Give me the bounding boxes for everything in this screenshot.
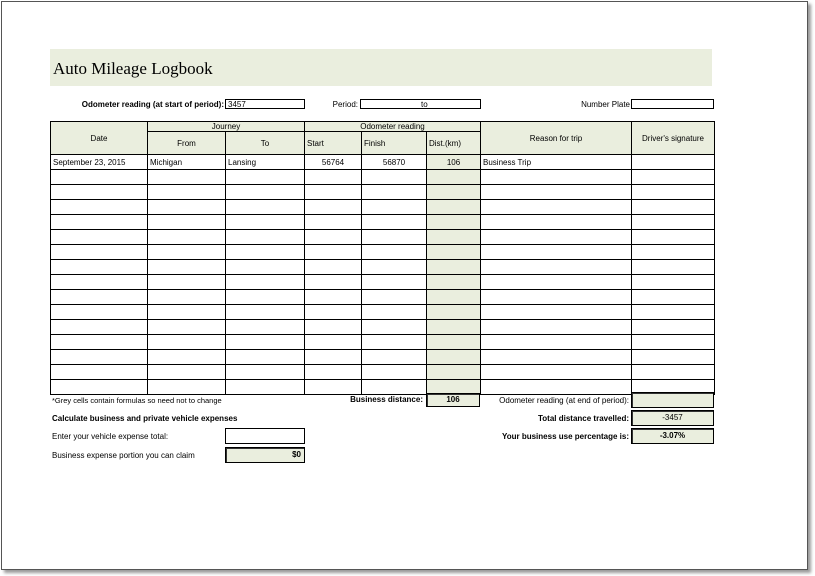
signature-cell[interactable] [632,305,715,320]
business-pct-label: Your business use percentage is: [501,432,629,441]
from-cell[interactable] [148,275,226,290]
finish-cell[interactable] [362,320,427,335]
date-cell[interactable] [51,260,148,275]
to-cell[interactable] [226,290,305,305]
table-row [51,170,715,185]
start-cell[interactable] [305,215,362,230]
table-row [51,215,715,230]
to-cell[interactable] [226,185,305,200]
date-cell[interactable] [51,230,148,245]
finish-cell[interactable] [362,215,427,230]
reason-cell[interactable] [481,245,632,260]
period-end-field[interactable] [419,99,481,109]
signature-cell[interactable] [632,215,715,230]
signature-cell[interactable] [632,260,715,275]
start-cell[interactable] [305,245,362,260]
odometer-end-label: Odometer reading (at end of period): [499,396,629,405]
start-cell[interactable] [305,185,362,200]
start-cell[interactable] [305,260,362,275]
dist-cell [427,350,481,365]
from-cell[interactable] [148,200,226,215]
table-row [51,245,715,260]
reason-cell[interactable] [481,350,632,365]
from-cell[interactable] [148,335,226,350]
dist-cell [427,305,481,320]
finish-cell[interactable] [362,230,427,245]
date-cell[interactable] [51,320,148,335]
start-cell[interactable] [305,170,362,185]
from-cell[interactable] [148,365,226,380]
from-cell[interactable] [148,260,226,275]
odometer-group-header: Odometer reading [305,122,481,132]
dist-cell [427,185,481,200]
to-cell[interactable] [226,260,305,275]
date-cell[interactable] [51,170,148,185]
from-cell[interactable] [148,245,226,260]
business-distance-label: Business distance: [350,395,423,404]
finish-cell[interactable] [362,260,427,275]
reason-cell[interactable] [481,290,632,305]
from-cell[interactable] [148,350,226,365]
start-cell[interactable] [305,380,362,395]
dist-cell [427,230,481,245]
table-row [51,380,715,395]
reason-cell[interactable] [481,215,632,230]
expense-total-field[interactable] [225,428,305,444]
dist-cell [427,215,481,230]
table-row [51,275,715,290]
signature-cell[interactable] [632,170,715,185]
reason-cell[interactable] [481,200,632,215]
signature-cell[interactable] [632,320,715,335]
start-cell[interactable] [305,350,362,365]
finish-cell[interactable] [362,380,427,395]
date-cell[interactable] [51,290,148,305]
from-cell[interactable] [148,185,226,200]
col-start-header: Start [305,132,362,155]
to-cell[interactable] [226,275,305,290]
date-cell[interactable] [51,185,148,200]
finish-cell[interactable] [362,350,427,365]
date-cell[interactable] [51,215,148,230]
reason-cell[interactable] [481,275,632,290]
reason-cell[interactable] [481,260,632,275]
reason-cell[interactable] [481,335,632,350]
to-cell[interactable] [226,245,305,260]
from-cell[interactable]: Michigan [148,155,226,170]
expense-portion-value: $0 [225,447,305,463]
to-cell[interactable] [226,320,305,335]
date-cell[interactable] [51,275,148,290]
dist-cell [427,170,481,185]
business-distance-value: 106 [426,393,480,407]
date-cell[interactable] [51,305,148,320]
mileage-log-table [50,121,715,395]
finish-cell[interactable] [362,245,427,260]
signature-cell[interactable] [632,155,715,170]
dist-cell: 106 [427,155,481,170]
reason-cell[interactable] [481,170,632,185]
finish-cell[interactable] [362,365,427,380]
journey-group-header: Journey [148,122,305,132]
dist-cell [427,365,481,380]
start-cell[interactable] [305,305,362,320]
page-title: Auto Mileage Logbook [53,59,213,78]
table-row [51,365,715,380]
odometer-end-field[interactable] [631,392,714,408]
reason-cell[interactable] [481,305,632,320]
date-cell[interactable]: September 23, 2015 [51,155,148,170]
reason-cell[interactable] [481,320,632,335]
table-row [51,185,715,200]
period-label: Period: [332,100,358,109]
signature-cell[interactable] [632,200,715,215]
from-cell[interactable] [148,215,226,230]
calc-heading: Calculate business and private vehicle expenses [52,414,238,423]
signature-cell[interactable] [632,230,715,245]
dist-cell [427,260,481,275]
to-cell[interactable] [226,305,305,320]
dist-cell [427,200,481,215]
table-row [51,335,715,350]
date-cell[interactable] [51,200,148,215]
signature-cell[interactable] [632,275,715,290]
reason-cell[interactable] [481,380,632,395]
from-cell[interactable] [148,290,226,305]
table-row [51,320,715,335]
total-distance-value: -3457 [631,410,714,426]
signature-cell[interactable] [632,245,715,260]
start-cell[interactable] [305,200,362,215]
table-row [51,260,715,275]
signature-cell[interactable] [632,290,715,305]
from-cell[interactable] [148,320,226,335]
reason-cell[interactable] [481,365,632,380]
from-cell[interactable] [148,305,226,320]
dist-cell [427,245,481,260]
col-signature-header: Driver's signature [632,122,715,155]
dist-cell [427,290,481,305]
signature-cell[interactable] [632,335,715,350]
date-cell[interactable] [51,350,148,365]
finish-cell[interactable] [362,335,427,350]
to-cell[interactable] [226,335,305,350]
finish-cell[interactable] [362,170,427,185]
finish-cell[interactable] [362,200,427,215]
to-cell[interactable] [226,365,305,380]
to-cell[interactable] [226,230,305,245]
table-row [51,350,715,365]
signature-cell[interactable] [632,185,715,200]
date-cell[interactable] [51,365,148,380]
table-row [51,200,715,215]
table-row [51,305,715,320]
col-from-header: From [148,132,226,155]
col-to-header: To [226,132,305,155]
from-cell[interactable] [148,170,226,185]
start-cell[interactable] [305,230,362,245]
col-reason-header: Reason for trip [481,122,632,155]
start-cell[interactable] [305,290,362,305]
business-pct-value: -3.07% [631,428,714,444]
period-to-label: to [421,100,428,109]
start-cell[interactable] [305,365,362,380]
to-cell[interactable] [226,215,305,230]
dist-cell [427,275,481,290]
formula-note: *Grey cells contain formulas so need not to change [52,396,222,405]
finish-cell[interactable] [362,185,427,200]
total-distance-label: Total distance travelled: [538,414,629,423]
reason-cell[interactable]: Business Trip [481,155,632,170]
dist-cell [427,320,481,335]
finish-cell[interactable]: 56870 [362,155,427,170]
from-cell[interactable] [148,380,226,395]
col-dist-header: Dist.(km) [427,132,481,155]
date-cell[interactable] [51,380,148,395]
expense-total-label: Enter your vehicle expense total: [52,432,169,441]
to-cell[interactable] [226,350,305,365]
to-cell[interactable]: Lansing [226,155,305,170]
expense-portion-label: Business expense portion you can claim [52,451,195,460]
dist-cell [427,335,481,350]
reason-cell[interactable] [481,185,632,200]
table-row [51,155,715,170]
start-cell[interactable] [305,275,362,290]
finish-cell[interactable] [362,275,427,290]
date-cell[interactable] [51,335,148,350]
to-cell[interactable] [226,170,305,185]
table-row [51,230,715,245]
finish-cell[interactable] [362,305,427,320]
start-cell[interactable]: 56764 [305,155,362,170]
from-cell[interactable] [148,230,226,245]
date-cell[interactable] [51,245,148,260]
col-finish-header: Finish [362,132,427,155]
reason-cell[interactable] [481,230,632,245]
odometer-start-label: Odometer reading (at start of period): [81,100,224,109]
start-cell[interactable] [305,320,362,335]
start-cell[interactable] [305,335,362,350]
to-cell[interactable] [226,200,305,215]
signature-cell[interactable] [632,350,715,365]
period-start-field[interactable] [360,99,420,109]
signature-cell[interactable] [632,365,715,380]
table-row [51,290,715,305]
number-plate-field[interactable] [631,99,714,109]
col-date-header: Date [51,122,148,155]
to-cell[interactable] [226,380,305,395]
odometer-start-field[interactable]: 3457 [225,99,305,109]
finish-cell[interactable] [362,290,427,305]
number-plate-label: Number Plate [581,100,630,109]
